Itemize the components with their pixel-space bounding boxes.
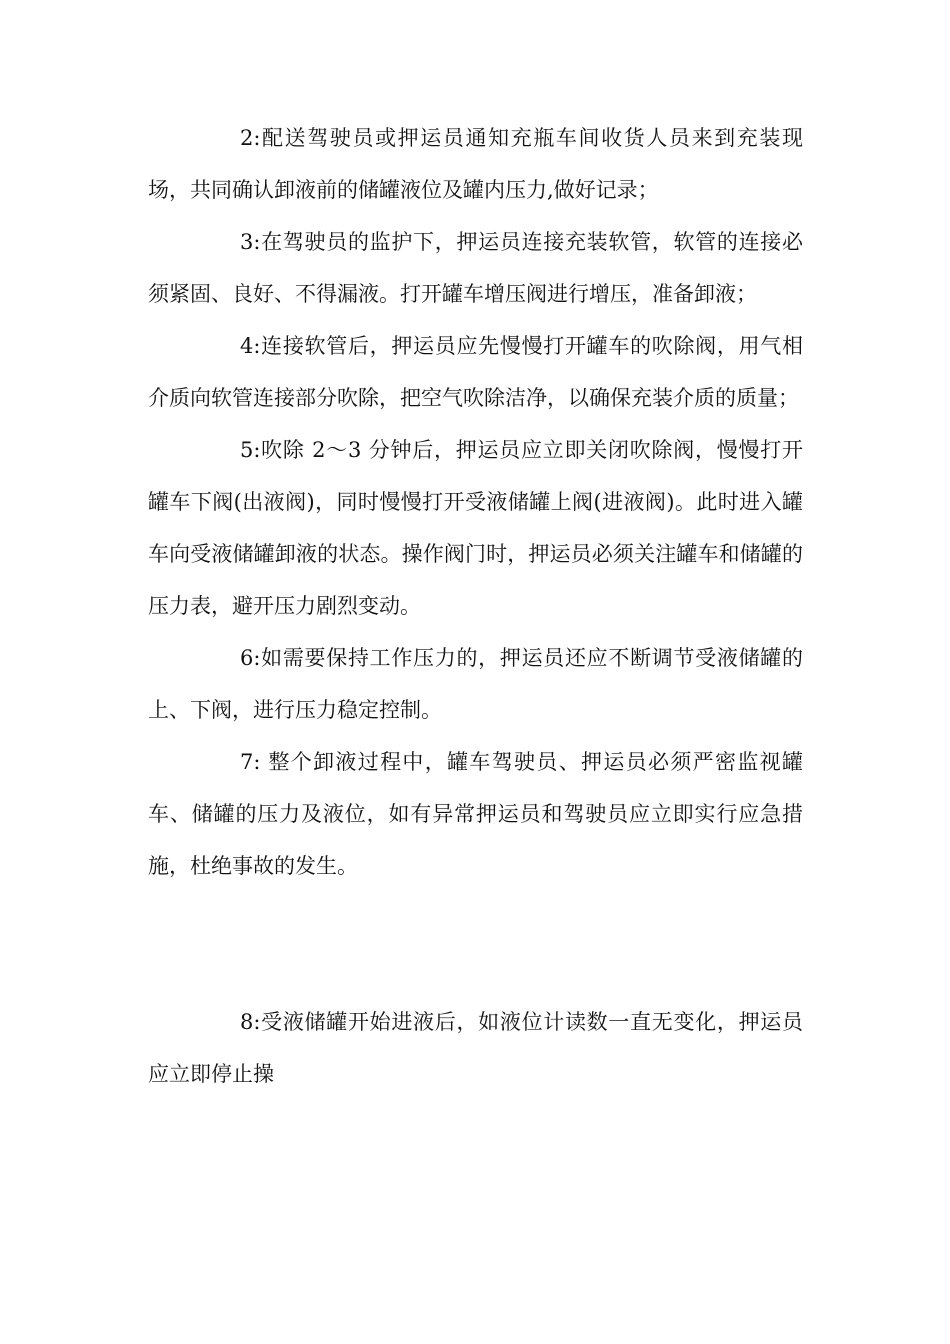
paragraph-step-6: 6:如需要保持工作压力的，押运员还应不断调节受液储罐的上、下阀，进行压力稳定控制。 [148, 646, 803, 722]
paragraph-step-3: 3:在驾驶员的监护下，押运员连接充装软管，软管的连接必须紧固、良好、不得漏液。打开罐车增压阀进行增压，准备卸液； [148, 230, 803, 306]
paragraph-gap [148, 892, 803, 996]
paragraph-step-7: 7: 整个卸液过程中，罐车驾驶员、押运员必须严密监视罐车、储罐的压力及液位，如有异常押运员和驾驶员应立即实行应急措施，杜绝事故的发生。 [148, 750, 803, 878]
paragraph-step-4: 4:连接软管后，押运员应先慢慢打开罐车的吹除阀，用气相介质向软管连接部分吹除，把空气吹除洁净，以确保充装介质的质量； [148, 334, 803, 410]
document-body [148, 112, 803, 1100]
paragraph-step-2: 2:配送驾驶员或押运员通知充瓶车间收货人员来到充装现场，共同确认卸液前的储罐液位及罐内压力,做好记录； [148, 126, 803, 202]
paragraph-step-5: 5:吹除 2～3 分钟后，押运员应立即关闭吹除阀，慢慢打开罐车下阀(出液阀)，同时慢慢打开受液储罐上阀(进液阀)。此时进入罐车向受液储罐卸液的状态。操作阀门时，押运员必须关注罐车和储罐的压力表，避开压力剧烈变动。 [148, 438, 803, 618]
paragraph-step-8: 8:受液储罐开始进液后，如液位计读数一直无变化，押运员应立即停止操 [148, 1010, 803, 1086]
